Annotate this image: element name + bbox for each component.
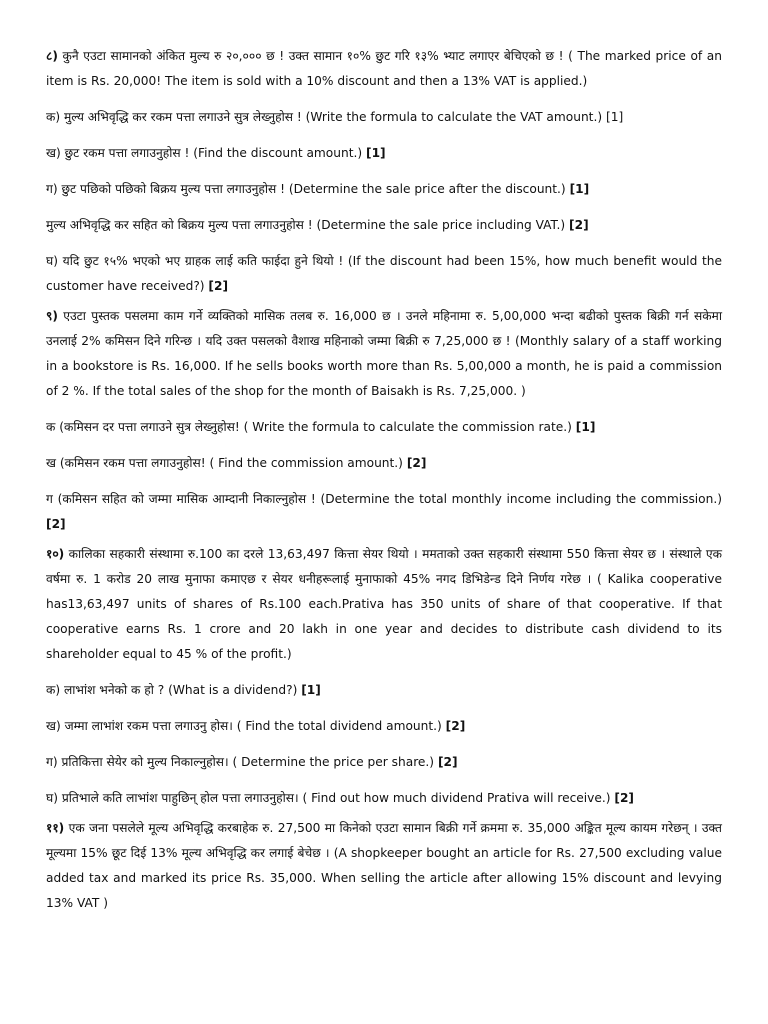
question-10-part-c [46,750,722,775]
question-10-part-d [46,786,722,811]
question-8-number: ८) [46,49,58,63]
question-9-text: एउटा पुस्तक पसलमा काम गर्ने व्यक्तिको मासिक तलब रु. 16,000 छ । उनले महिनामा रु. 5,00,000 भन्दा बढीको पुस्तक बिक्री गर्न सकेमा उनलाई 2% कमिसन दिने गरिन्छ । यदि उक्त पसलको वैशाख महिनाको जम्मा बिक्री रु 7,25,000 छ ! (Monthly salary of a staff working in a bookstore is Rs. 16,000. If he sells books worth more than Rs. 5,00,000 a month, he is paid a commission of 2 %. If the total sales of the shop for the month of Baisakh is Rs. 7,25,000. ) [46,309,722,398]
question-8-text: कुनै एउटा सामानको अंकित मुल्य रु २०,००० छ ! उक्त सामान १०% छुट गरि १३% भ्याट लगाएर बेचिएको छ ! ( The marked price of an item is Rs. 20,000! The item is sold with a 10% discount and then a 13% VAT is applied.) [46,49,722,88]
question-10-part-a-marks: [1] [301,683,321,697]
question-11-text: एक जना पसलेले मूल्य अभिवृद्धि करबाहेक रु. 27,500 मा किनेको एउटा सामान बिक्री गर्ने क्रममा रु. 35,000 अङ्कित मूल्य कायम गरेछन् । उक्त मूल्यमा 15% छूट दिई 13% मूल्य अभिवृद्धि कर लगाई बेचेछ । (A shopkeeper bought an article for Rs. 27,500 excluding value added tax and marked its price Rs. 35,000. When selling the article after allowing 15% discount and levying 13% VAT ) [46,821,722,910]
question-8-part-e-text: घ) यदि छुट १५% भएको भए ग्राहक लाई कति फाईदा हुने थियो ! (If the discount had been 15%, how much benefit would the customer have received?) [46,254,722,293]
question-10-number: १०) [46,547,65,561]
question-10-part-b-marks: [2] [445,719,466,733]
question-9-part-a-text: क (कमिसन दर पत्ता लगाउने सुत्र लेख्नुहोस! ( Write the formula to calculate the commission rate.) [46,420,576,434]
question-8-part-b-text: ख) छुट रकम पत्ता लगाउनुहोस ! (Find the discount amount.) [46,146,366,160]
question-8-part-c-text: ग) छुट पछिको पछिको बिक्रय मुल्य पत्ता लगाउनुहोस ! (Determine the sale price after the discount.) [46,182,570,196]
question-10-part-b-text: ख) जम्मा लाभांश रकम पत्ता लगाउनु होस। ( Find the total dividend amount.) [46,719,446,733]
question-8-part-d [46,213,722,238]
question-9-part-b [46,451,722,476]
question-9-part-b-text: ख (कमिसन रकम पत्ता लगाउनुहोस! ( Find the commission amount.) [46,456,407,470]
question-10-part-a-text: क) लाभांश भनेको क हो ? (What is a dividend?) [46,683,302,697]
question-8-part-e [46,249,722,299]
question-10-part-d-marks: [2] [614,791,634,805]
question-9-part-a-marks: [1] [575,420,596,434]
question-10-intro [46,542,722,667]
question-8-part-c-marks: [1] [569,182,590,196]
question-10-part-c-marks: [2] [437,755,458,769]
question-8-part-d-text: मुल्य अभिवृद्धि कर सहित को बिक्रय मुल्य पत्ता लगाउनुहोस ! (Determine the sale price including VAT.) [46,218,570,232]
question-8-intro [46,44,722,94]
question-10-part-b [46,714,722,739]
question-8-part-c [46,177,722,202]
question-9-number: ९) [46,309,58,323]
question-11-number: ११) [46,821,65,835]
question-9-part-a [46,415,722,440]
question-10-part-d-text: घ) प्रतिभाले कति लाभांश पाहुछिन् होल पत्ता लगाउनुहोस। ( Find out how much dividend Prativa will receive.) [46,791,615,805]
question-8-part-e-marks: [2] [208,279,229,293]
question-9-part-b-marks: [2] [406,456,427,470]
question-9-part-c [46,487,722,537]
question-9-intro [46,304,722,404]
question-9-part-c-marks: [2] [46,517,66,531]
question-10-part-a [46,678,722,703]
question-11-intro [46,816,722,916]
question-8-part-a: क) मुल्य अभिवृद्धि कर रकम पत्ता लगाउने सुत्र लेख्नुहोस ! (Write the formula to calculate the VAT amount.) [1] [46,110,624,124]
question-8-part-b-marks: [1] [366,146,386,160]
question-8-part-d-marks: [2] [569,218,589,232]
question-10-text: कालिका सहकारी संस्थामा रु.100 का दरले 13,63,497 कित्ता सेयर थियो । ममताको उक्त सहकारी संस्थामा 550 कित्ता सेयर छ । संस्थाले एक वर्षमा रु. 1 करोड 20 लाख मुनाफा कमाएछ र सेयर धनीहरूलाई मुनाफाको 45% नगद डिभिडेन्ड दिने निर्णय गरेछ । ( Kalika cooperative has13,63,497 units of shares of Rs.100 each.Prativa has 350 units of share of that cooperative. If that cooperative earns Rs. 1 crore and 20 lakh in one year and decides to distribute cash dividend to its shareholder equal to 45 % of the profit.) [46,547,722,661]
question-9-part-c-text: ग (कमिसन सहित को जम्मा मासिक आम्दानी निकाल्नुहोस ! (Determine the total monthly income including the commission.) [46,492,722,506]
question-8-part-b [46,141,722,166]
question-10-part-c-text: ग) प्रतिकित्ता सेयेर को मुल्य निकाल्नुहोस। ( Determine the price per share.) [46,755,438,769]
